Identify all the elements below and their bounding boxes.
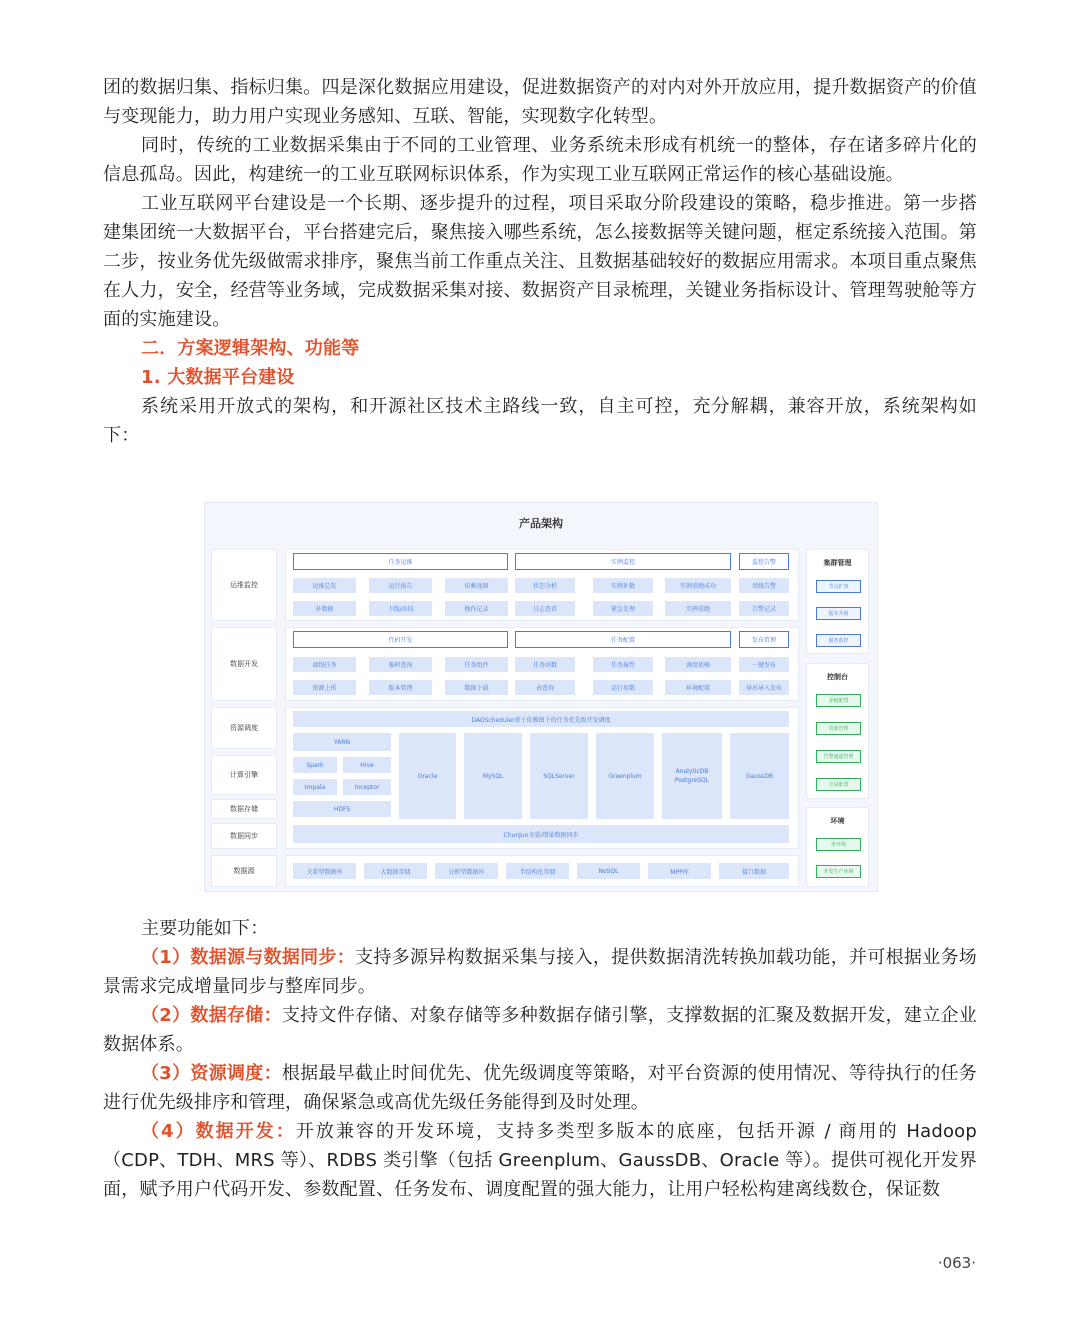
row-label-sources: 数据源 [211,855,277,887]
dev-cell: 导出导入发布 [739,680,789,695]
source-cell: 半结构化存储 [506,863,569,879]
function-3-label: （3）资源调度： [141,1063,282,1084]
function-4-text: 开放兼容的开发环境，支持多类型多版本的底座，包括开源 / 商用的 Hadoop（CDP、TDH、MRS 等）、RDBS 类引擎（包括 Greenplum、GaussDB、Oracle 等）。提供可视化开发界面，赋予用户代码开发、参数配置、任务发布、调度配置的强大能力，让用户轻松构建离线数仓，保证数 [103,1121,978,1200]
dev-cell: 临时查询 [369,657,432,672]
engine-cell: Hive [343,757,391,773]
sync-bar: ChunJun全量/增量数据同步 [293,825,789,843]
figure-title: 产品架构 [519,517,563,530]
paragraph-continuation: 团的数据归集、指标归集。四是深化数据应用建设，促进数据资产的对内对外开放应用，提升数据资产的价值与变现能力，助力用户实现业务感知、互联、智能，实现数字化转型。 [103,77,977,127]
source-cell: 分析型数据库 [435,863,498,879]
console-item: 资源管理 [816,722,861,735]
env-item: 单环境 [816,838,861,851]
paragraph-function-1 [103,943,977,1001]
source-cell: 接口数据 [719,863,789,879]
section-heading: 二．方案逻辑架构、功能等 [141,338,360,359]
row-label-compute: 计算引擎 [211,755,277,795]
console-panel [806,663,869,799]
dev-cell: 数据下载 [445,680,508,695]
ops-header: 实例监控 [515,553,731,570]
console-panel-title: 控制台 [827,673,848,681]
database-cell: AnalyticDB PostgreSQL [662,733,722,819]
scheduler-bar: DAGScheduler基于依赖图下的任务优先级开发调度 [293,711,789,727]
dev-cell: 版本管理 [369,680,432,695]
cluster-item: 版本升级 [816,607,861,620]
page-number: ·063· [937,1254,976,1272]
database-cell: SQLServer [530,733,588,819]
dev-cell: 离线任务 [293,657,356,672]
source-cell: MPP库 [648,863,711,879]
function-1-label: （1）数据源与数据同步： [141,947,356,968]
dev-cell: 任务函数 [515,657,575,672]
console-item: 告警通道管理 [816,750,861,763]
ops-cell: 依赖视图 [445,578,508,593]
cluster-panel [806,549,869,654]
paragraph-function-4 [103,1117,977,1204]
text-block-bottom [103,914,977,1204]
ops-cell: 运维总览 [293,578,356,593]
cluster-item: 服务监控 [816,634,861,647]
row-label-dev: 数据开发 [211,627,277,701]
paragraph-phased-construction: 工业互联网平台建设是一个长期、逐步提升的过程，项目采取分阶段建设的策略，稳步推进。第一步搭建集团统一大数据平台，平台搭建完后，聚焦接入哪些系统，怎么接数据等关键问题，框定系统接入范围。第二步，按业务优先级做需求排序，聚焦当前工作重点关注、且数据基础较好的数据应用需求。本项目重点聚焦在人力，安全，经营等业务域，完成数据采集对接、数据资产目录梳理，关键业务指标设计、管理驾驶舱等方面的实施建设。 [103,193,977,330]
function-2-text: 支持文件存储、对象存储等多种数据存储引擎，支撑数据的汇聚及数据开发，建立企业数据体系。 [103,1005,977,1055]
function-3-text: 根据最早截止时间优先、优先级调度等策略，对平台资源的使用情况、等待执行的任务进行优先级排序和管理，确保紧急或高优先级任务能得到及时处理。 [103,1063,977,1113]
row-label-storage: 数据存储 [211,799,277,819]
dev-cell: 任务属性 [593,657,653,672]
ops-cell: 实例重跑 [665,601,731,616]
console-item: 全局配置 [816,778,861,791]
dev-header: 任务配置 [515,631,731,648]
paragraph-function-3 [103,1059,977,1117]
subsection-heading: 1. 大数据平台建设 [141,367,295,388]
row-label-scheduling: 资源调度 [211,707,277,749]
dev-cell: 任务组件 [445,657,508,672]
function-1-text: 支持多源异构数据采集与接入，提供数据清洗转换加载功能，并可根据业务场景需求完成增量同步与整库同步。 [103,947,977,997]
ops-cell: 状态分析 [515,578,575,593]
function-4-label: （4）数据开发： [141,1121,296,1142]
dev-header: 代码开发 [293,631,508,648]
dev-cell: 表查询 [515,680,575,695]
database-cell: Oracle [399,733,456,819]
source-cell: 关系型数据库 [293,863,356,879]
source-cell: 大数据存储 [364,863,427,879]
text-block-top [103,73,977,450]
dev-cell: 资源上传 [293,680,356,695]
paragraph-function-2 [103,1001,977,1059]
paragraph-info-islands: 同时，传统的工业数据采集由于不同的工业管理、业务系统未形成有机统一的整体，存在诸多碎片化的信息孤岛。因此，构建统一的工业互联网标识体系，作为实现工业互联网正常运作的核心基础设施。 [103,135,977,185]
paragraph-architecture-intro: 系统采用开放式的架构，和开源社区技术主路线一致，自主可控，充分解耦，兼容开放，系统架构如下： [103,396,977,446]
source-cell: NoSQL [577,863,640,879]
env-panel [806,807,869,887]
ops-cell: 补数据 [293,601,356,616]
ops-cell: 下线/冻结 [369,601,432,616]
row-label-sync: 数据同步 [211,823,277,849]
engine-cell: Impala [293,779,337,795]
console-item: 多租配置 [816,694,861,707]
architecture-figure [204,502,878,892]
hdfs-cell: HDFS [293,801,391,817]
env-item: 开发生产环境 [816,865,861,878]
database-cell: MySQL [464,733,522,819]
yarn-cell: YARN [293,733,391,751]
ops-cell: 运行报告 [369,578,432,593]
dev-header: 发布管理 [739,631,789,648]
engine-cell: Spark [293,757,337,773]
ops-cell: 基线告警 [739,578,789,593]
dev-cell: 环境配置 [665,680,731,695]
dev-cell: 调度依赖 [665,657,731,672]
row-label-ops: 运维监控 [211,549,277,621]
database-cell: Greenplum [596,733,654,819]
ops-cell: 日志查看 [515,601,575,616]
cluster-item: 节点扩容 [816,580,861,593]
database-cell: GaussDB [730,733,789,819]
dev-cell: 运行参数 [593,680,653,695]
ops-cell: 实例重跑成功 [665,578,731,593]
dev-cell: 一键发布 [739,657,789,672]
engine-cell: Inceptor [343,779,391,795]
env-panel-title: 环境 [830,817,845,825]
paragraph-functions-intro: 主要功能如下： [141,918,269,939]
ops-cell: 实例补数 [593,578,653,593]
function-2-label: （2）数据存储： [141,1005,282,1026]
cluster-panel-title: 集群管理 [823,559,852,567]
ops-cell: 告警记录 [739,601,789,616]
ops-cell: 紧急处理 [593,601,653,616]
ops-cell: 操作记录 [445,601,508,616]
ops-header: 监控告警 [739,553,789,570]
ops-header: 任务运维 [293,553,508,570]
